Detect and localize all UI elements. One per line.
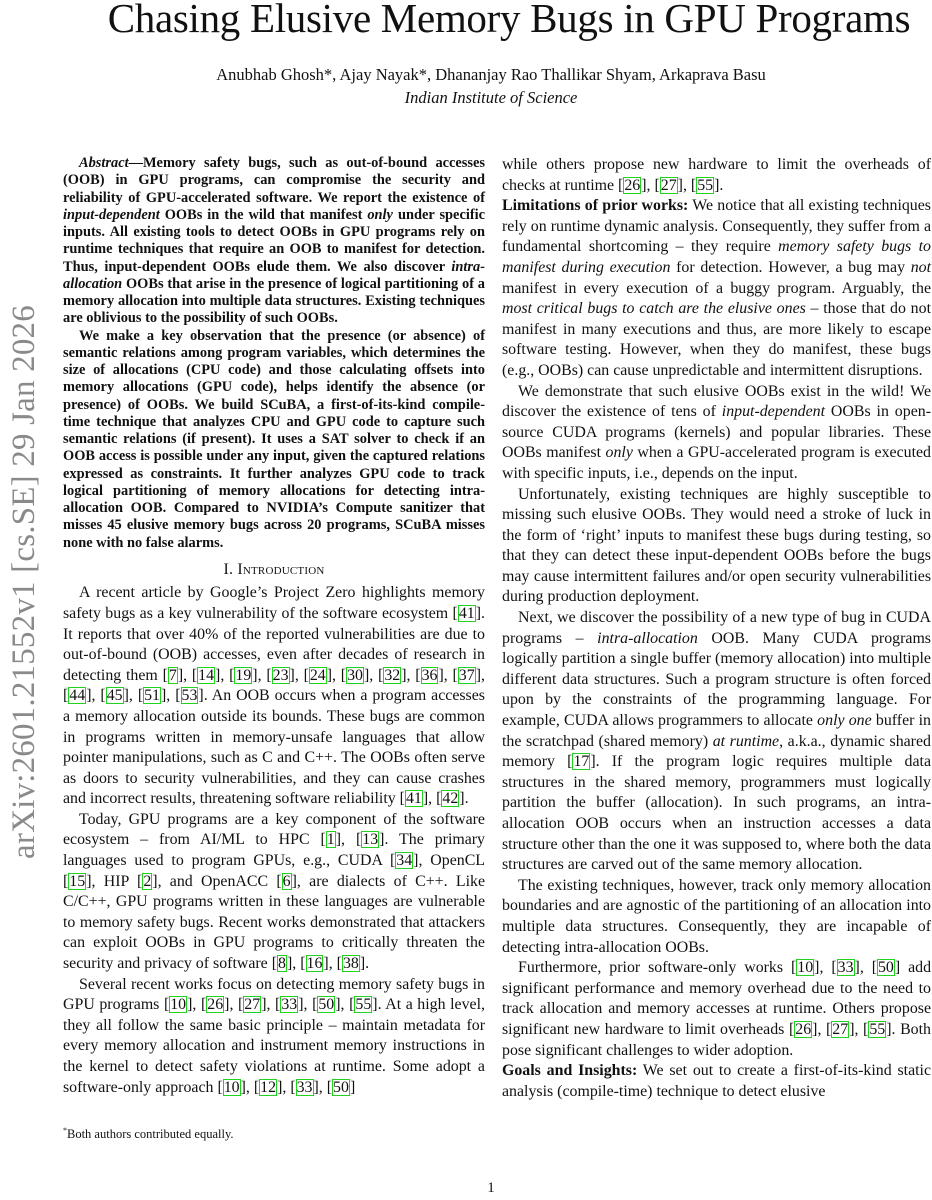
citation-link[interactable]: 34	[396, 852, 413, 870]
intro-paragraph-8: The existing techniques, however, track only memory allocation boundaries and are agnostic of the partitioning of an allocation into multiple data structures. Consequently, they are incapable of detecting intra-allocation OOBs.	[502, 876, 931, 956]
citation-link[interactable]: 33	[296, 1078, 313, 1096]
intro-paragraph-2: Today, GPU programs are a key component of the software ecosystem – from AI/ML to HPC [1], [13]. The primary languages used to program GPUs, e.g., CUDA [34], OpenCL [15], HIP [2], and OpenACC [6], are dialects of C++. Like C/C++, GPU programs written in these languages are vulnerable to memory safety bugs. Recent works demonstrated that attackers can exploit OOBs in GPU programs to critically threaten the security and privacy of software [8], [16], [38].	[63, 810, 486, 973]
citation-group: [15]	[63, 872, 92, 890]
citation-link[interactable]: 26	[795, 1020, 812, 1038]
right-column	[502, 155, 931, 1102]
abstract-label: Abstract	[79, 155, 129, 171]
citation-link[interactable]: 51	[144, 687, 160, 705]
citation-link[interactable]: 33	[281, 996, 298, 1014]
citation-link[interactable]: 37	[458, 666, 475, 684]
citation-group: [10], [33], [50]	[790, 959, 901, 977]
intro-paragraph-5: We demonstrate that such elusive OOBs exist in the wild! We discover the existence of tens of input-dependent OOBs in open-source CUDA programs (kernels) and popular libraries. These OOBs manifest only when a GPU-accelerated program is executed with specific inputs, i.e., depends on the input.	[502, 382, 931, 482]
citation-group: [8], [16], [38]	[271, 955, 366, 973]
citation-link[interactable]: 53	[181, 687, 198, 705]
intro-paragraph-1: A recent article by Google’s Project Zero highlights memory safety bugs as a key vulnerability of the software ecosystem [41]. It reports that over 40% of the reported vulnerabilities are due to out-of-bound (OOB) accesses, even after decades of research in detecting them [7], [14], [19], [23], [24], [30], [32], [36], [37], [44], [45], [51], [53]. An OOB occurs when a program accesses a memory allocation outside its bounds. These bugs are common in programs written in memory-unsafe languages that allow pointer manipulations, such as C and C++. The OOBs often serve as doors to security vulnerabilities, and they can cause crashes and incorrect results, threatening software reliability [41], [42].	[63, 584, 485, 808]
citation-link[interactable]: 50	[877, 959, 894, 977]
citation-link[interactable]: 10	[223, 1078, 240, 1096]
author-list: Anubhab Ghosh*, Ajay Nayak*, Dhananjay Rao Thallikar Shyam, Arkaprava Basu	[216, 65, 766, 84]
citation-link[interactable]: 2	[143, 872, 152, 890]
citation-link[interactable]: 50	[333, 1078, 349, 1096]
abstract-paragraph-1: Abstract—Memory safety bugs, such as out-of-bound accesses (OOB) in GPU programs, can compromise the security and reliability of GPU-accelerated software. We report the existence of input-dependent OOBs in the wild that manifest only under specific inputs. All existing tools to detect OOBs in GPU programs rely on runtime techniques that require an OOB to manifest for detection. Thus, input-dependent OOBs elude them. We also discover intra-allocation OOBs that arise in the presence of logical partitioning of a memory allocation into multiple data structures. Existing techniques are oblivious to the possibility of such OOBs.	[63, 155, 486, 327]
citation-link[interactable]: 26	[207, 996, 224, 1014]
citation-link[interactable]: 19	[235, 666, 252, 684]
citation-link[interactable]: 55	[869, 1020, 886, 1038]
intro-paragraph-9: Furthermore, prior software-only works [10], [33], [50] add significant performance and memory overhead due to the need to track allocation and memory accesses at runtime. Others propose significant new hardware to limit overheads [26], [27], [55]. Both pose significant challenges to wider adoption.	[502, 959, 932, 1059]
limitations-paragraph: Limitations of prior works: We notice that all existing techniques rely on runtime dynamic analysis. Consequently, they suffer from a fundamental shortcoming – they require memory safety bugs to manifest during execution for detection. However, a bug may not manifest in every execution of a buggy program. Arguably, the most critical bugs to catch are the elusive ones – those that do not manifest in many executions and thus, are more likely to escape software testing. However, when they do manifest, these bugs (e.g., OOBs) can cause unpredictable and intermittent disruptions.	[502, 197, 931, 379]
citation-link[interactable]: 24	[309, 666, 326, 684]
citation-link[interactable]: 10	[797, 959, 814, 977]
section-heading-introduction: I. Introduction	[223, 560, 325, 578]
citation-link[interactable]: 41	[458, 604, 475, 622]
citation-link[interactable]: 13	[362, 831, 379, 849]
citation-group: [41], [42]	[399, 790, 465, 808]
citation-group: [10], [12], [33], [50]	[217, 1078, 356, 1096]
citation-link[interactable]: 7	[168, 666, 177, 684]
citation-group: [6]	[276, 872, 297, 890]
citation-link[interactable]: 26	[624, 176, 641, 194]
citation-link[interactable]: 15	[69, 872, 86, 890]
citation-group: [17]	[567, 753, 596, 771]
limitations-label: Limitations of prior works:	[502, 197, 689, 215]
citation-link[interactable]: 1	[326, 831, 335, 849]
citation-link[interactable]: 27	[244, 996, 261, 1014]
citation-link[interactable]: 6	[282, 872, 291, 890]
citation-link[interactable]: 32	[384, 666, 401, 684]
citation-link[interactable]: 30	[347, 666, 363, 684]
citation-link[interactable]: 42	[442, 790, 459, 808]
paper-title: Chasing Elusive Memory Bugs in GPU Programs	[107, 0, 911, 41]
affiliation: Indian Institute of Science	[404, 88, 578, 107]
citation-link[interactable]: 50	[318, 996, 335, 1014]
citation-group: [26], [27], [55]	[618, 176, 720, 194]
citation-link[interactable]: 44	[69, 687, 86, 705]
citation-link[interactable]: 23	[272, 666, 289, 684]
intro-paragraph-3-continued: while others propose new hardware to limit the overheads of checks at runtime [26], [27], [55].	[502, 156, 931, 194]
citation-link[interactable]: 55	[697, 176, 714, 194]
citation-group: [26], [27], [55]	[788, 1020, 892, 1038]
left-column	[63, 155, 485, 1098]
citation-link[interactable]: 36	[421, 666, 438, 684]
citation-link[interactable]: 10	[170, 996, 187, 1014]
citation-group: [2]	[137, 872, 158, 890]
citation-link[interactable]: 12	[260, 1078, 277, 1096]
citation-link[interactable]: 17	[573, 753, 590, 771]
arxiv-stamp: arXiv:2601.21552v1 [cs.SE] 29 Jan 2026	[6, 305, 42, 859]
goals-paragraph: Goals and Insights: We set out to create a first-of-its-kind static analysis (compile-time) technique to detect elusive	[502, 1062, 931, 1100]
citation-link[interactable]: 38	[342, 955, 359, 973]
citation-link[interactable]: 41	[405, 790, 422, 808]
citation-group: [41]	[452, 604, 482, 622]
citation-group: [7], [14], [19], [23], [24], [30], [32], [36], [37], [44], [45], [51], [53]	[63, 666, 485, 705]
footnote: *Both authors contributed equally.	[63, 1126, 234, 1142]
citation-link[interactable]: 33	[837, 959, 854, 977]
citation-link[interactable]: 16	[306, 955, 323, 973]
page-number: 1	[487, 1180, 495, 1196]
citation-link[interactable]: 55	[355, 996, 372, 1014]
intro-paragraph-7: Next, we discover the possibility of a new type of bug in CUDA programs – intra-allocation OOB. Many CUDA programs logically partition a single buffer (memory allocation) into multiple different data structures. Such a program structure is often forced upon by the constraints of the programming language. For example, CUDA allows programmers to allocate only one buffer in the scratchpad (shared memory) at runtime, a.k.a., dynamic shared memory [17]. If the program logic requires multiple data structures in the shared memory, programmers must logically partition the buffer (allocation). In such programs, an intra-allocation OOB occurs when an instruction accesses a data structure other than the one it was supposed to, where both the data structures are carved out of the same memory allocation.	[502, 609, 931, 874]
citation-link[interactable]: 27	[660, 176, 677, 194]
intro-paragraph-6: Unfortunately, existing techniques are highly susceptible to missing such elusive OOBs. They would need a stroke of luck in the form of ‘right’ inputs to manifest these bugs during testing, so that they can detect these input-dependent OOBs before the bugs may cause intermittent failures and/or open security vulnerabilities during production deployment.	[502, 485, 931, 606]
citation-group: [1], [13]	[320, 831, 385, 849]
citation-link[interactable]: 8	[278, 955, 286, 973]
intro-paragraph-3: Several recent works focus on detecting memory safety bugs in GPU programs [10], [26], [27], [33], [50], [55]. At a high level, they all follow the same basic principle – maintain metadata for every memory allocation and instrument memory instructions in the kernel to detect safety violations at runtime. Some adopt a software-only approach [10], [12], [33], [50]	[63, 975, 485, 1096]
citation-link[interactable]: 14	[198, 666, 215, 684]
citation-group: [10], [26], [27], [33], [50], [55]	[163, 996, 378, 1014]
citation-link[interactable]: 27	[832, 1020, 849, 1038]
abstract	[63, 155, 485, 552]
abstract-paragraph-2: We make a key observation that the presence (or absence) of semantic relations among program variables, which determines the size of allocations (CPU code) and those calculating offsets into memory allocations (GPU code), helps identify the absence (or presence) of OOBs. We build SCuBA, a first-of-its-kind compile-time technique that analyzes CPU and GPU code to capture such semantic relations (if present). It uses a SAT solver to check if an OOB access is possible under any input, given the captured relations expressed as constraints. It further analyzes GPU code to track logical partitioning of memory allocations for detecting intra-allocation OOB. Compared to NVIDIA’s Compute sanitizer that misses 45 elusive memory bugs across 20 programs, SCuBA misses none with no false alarms.	[63, 327, 485, 551]
citation-link[interactable]: 45	[106, 687, 123, 705]
goals-label: Goals and Insights:	[502, 1062, 638, 1080]
citation-group: [34]	[389, 852, 419, 870]
